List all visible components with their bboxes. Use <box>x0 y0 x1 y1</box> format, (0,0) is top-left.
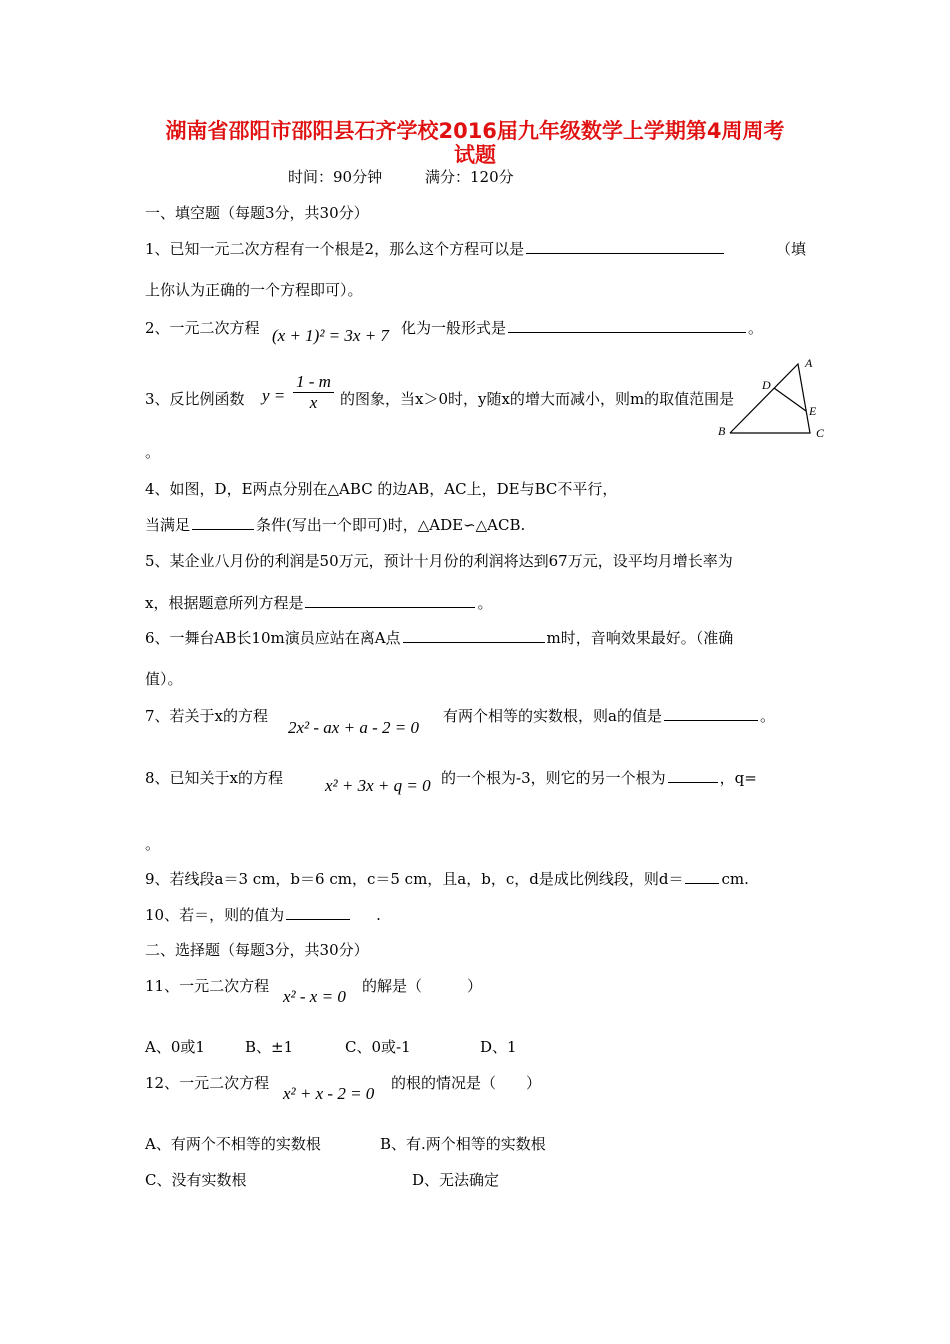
fraction <box>293 372 334 413</box>
question-6-text: 6、一舞台AB长10m演员应站在离A点 <box>145 629 401 647</box>
label-b: B <box>718 424 726 438</box>
question-3-end: 。 <box>145 443 161 461</box>
question-8 <box>441 767 757 788</box>
exam-score: 满分：120分 <box>425 168 514 186</box>
question-8-end: 。 <box>145 835 161 853</box>
segment-de <box>774 388 806 411</box>
fraction-numerator: 1 - m <box>293 372 334 393</box>
question-7 <box>443 705 775 726</box>
answer-blank <box>403 627 545 643</box>
question-2 <box>401 317 763 338</box>
question-8-text-2: 的一个根为-3，则它的另一个根为 <box>441 769 666 787</box>
question-2-end: 。 <box>748 319 764 337</box>
equation: x² + x - 2 = 0 <box>283 1084 375 1103</box>
section-heading-fill: 一、填空题（每题3分，共30分） <box>145 204 369 222</box>
question-10 <box>145 904 381 925</box>
question-7-end: 。 <box>759 707 775 725</box>
option-c: C、没有实数根 <box>145 1171 247 1189</box>
page-title: 湖南省邵阳市邵阳县石齐学校2016届九年级数学上学期第4周周考 <box>165 119 785 143</box>
question-5-text-2: x，根据题意所列方程是 <box>145 594 304 612</box>
question-5 <box>145 592 492 613</box>
question-4-text-2: 当满足 <box>145 516 191 534</box>
option-d: D、无法确定 <box>412 1171 500 1189</box>
fraction-denominator: x <box>309 393 318 412</box>
triangle-abc <box>730 364 810 433</box>
option-c: C、0或-1 <box>345 1038 411 1056</box>
equation-lhs: y = <box>262 386 286 405</box>
equation: (x + 1)² = 3x + 7 <box>272 326 389 345</box>
question-2-text-2: 化为一般形式是 <box>401 319 507 337</box>
answer-blank <box>508 317 746 333</box>
section-heading-choice: 二、选择题（每题3分，共30分） <box>145 941 369 959</box>
page-title-continued: 试题 <box>454 143 496 167</box>
equation: x² + 3x + q = 0 <box>325 776 431 795</box>
question-2-text: 2、一元二次方程 <box>145 319 260 337</box>
question-1 <box>145 238 726 259</box>
question-3-text-2: 的图象，当x＞0时，y随x的增大而减小，则m的取值范围是 <box>340 390 735 408</box>
question-4 <box>145 514 525 535</box>
question-9 <box>145 868 749 889</box>
question-1-cont: 上你认为正确的一个方程即可）。 <box>145 281 363 299</box>
answer-blank <box>305 592 475 608</box>
question-8-text: 8、已知关于x的方程 <box>145 769 284 787</box>
question-11-text: 11、一元二次方程 <box>145 977 270 995</box>
option-a: A、0或1 <box>145 1038 205 1056</box>
answer-blank <box>192 514 254 530</box>
question-6 <box>145 627 733 648</box>
label-d: D <box>762 378 771 392</box>
label-a: A <box>805 356 813 370</box>
answer-blank <box>668 767 718 783</box>
answer-blank <box>664 705 758 721</box>
option-b: B、±1 <box>245 1038 294 1056</box>
question-7-text: 7、若关于x的方程 <box>145 707 269 725</box>
triangle-figure <box>712 355 837 443</box>
question-3-text: 3、反比例函数 <box>145 390 245 408</box>
question-1-note: （填 <box>776 240 807 258</box>
question-9-text: 9、若线段a＝3 cm，b＝6 cm，c＝5 cm，且a，b，c，d是成比例线段，则d＝ <box>145 870 684 888</box>
question-4-text: 4、如图，D，E两点分别在△ABC 的边AB，AC上，DE与BC不平行， <box>145 480 618 498</box>
question-6-end: 值）。 <box>145 670 183 688</box>
label-e: E <box>809 404 817 418</box>
question-1-text: 1、已知一元二次方程有一个根是2，那么这个方程可以是 <box>145 240 525 258</box>
question-5-end: 。 <box>477 594 493 612</box>
question-8-text-3: ，q= <box>719 769 757 787</box>
label-c: C <box>816 426 825 440</box>
equation: 2x² - ax + a - 2 = 0 <box>288 718 419 737</box>
question-10-end: . <box>376 906 381 924</box>
option-b: B、有.两个相等的实数根 <box>380 1135 546 1153</box>
answer-blank <box>286 904 350 920</box>
question-4-text-3: 条件(写出一个即可)时，△ADE∽△ACB. <box>256 516 526 534</box>
question-9-end: cm. <box>721 870 749 888</box>
option-d: D、1 <box>480 1038 517 1056</box>
exam-time: 时间：90分钟 <box>288 168 383 186</box>
question-12-text-2: 的根的情况是（ ） <box>391 1074 542 1092</box>
answer-blank <box>526 238 724 254</box>
equation: x² - x = 0 <box>283 987 346 1006</box>
question-6-text-2: m时，音响效果最好。（准确 <box>546 629 734 647</box>
question-5-text: 5、某企业八月份的利润是50万元，预计十月份的利润将达到67万元，设平均月增长率为 <box>145 552 733 570</box>
option-a: A、有两个不相等的实数根 <box>145 1135 321 1153</box>
question-11-text-2: 的解是（ ） <box>362 977 483 995</box>
question-12-text: 12、一元二次方程 <box>145 1074 270 1092</box>
question-10-text: 10、若＝，则的值为 <box>145 906 285 924</box>
answer-blank <box>685 868 719 884</box>
question-7-text-2: 有两个相等的实数根，则a的值是 <box>443 707 662 725</box>
